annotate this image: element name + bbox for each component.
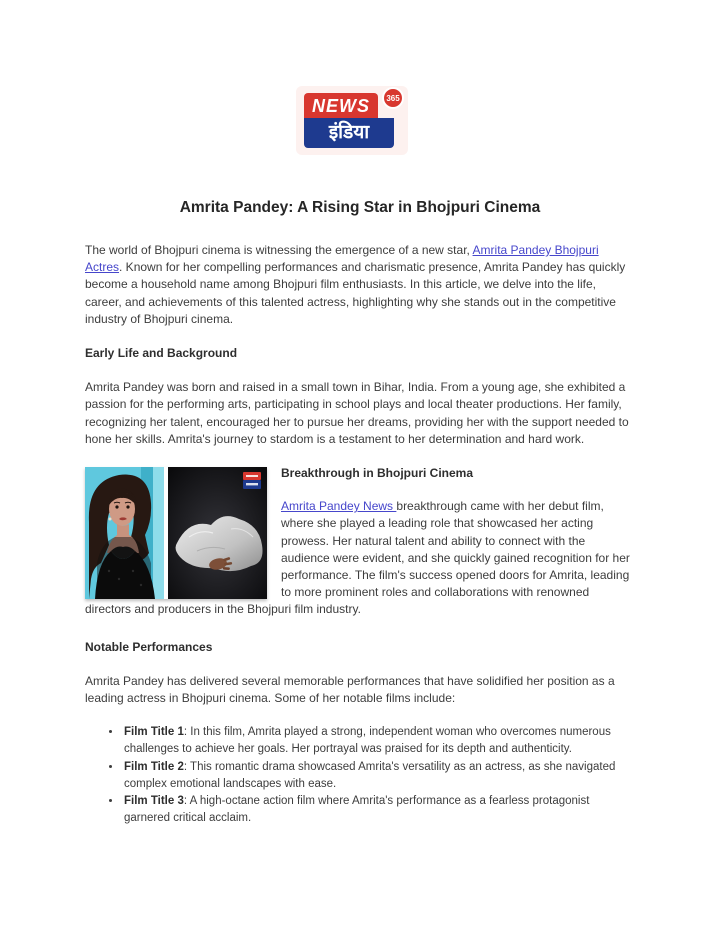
photo-composite-graphic <box>85 467 267 599</box>
logo-365-badge: 365 <box>382 87 404 109</box>
early-life-heading: Early Life and Background <box>85 346 238 361</box>
logo-news-text: NEWS <box>304 93 378 118</box>
film-list-item <box>122 724 635 758</box>
early-life-paragraph: Amrita Pandey was born and raised in a small town in Bihar, India. From a young age, she exhibited a passion for the performing arts, participating in school plays and local theater productions. Her family, recognizing her talent, encouraged her to pursue her dreams, providing her with the support needed to hone her skills. Amrita's journey to stardom is a testament to her determination and hard work. <box>85 380 629 446</box>
article-body <box>85 242 635 827</box>
film-list <box>85 724 635 827</box>
intro-text-after: . Known for her compelling performances and charismatic presence, Amrita Pandey has quickly become a household name among Bhojpuri film enthusiasts. In this article, we delve into the life, career, and achievements of this talented actress, highlighting why she stands out in the competitive industry of Bhojpuri cinema. <box>85 260 626 326</box>
breakthrough-heading: Breakthrough in Bhojpuri Cinema <box>281 466 474 481</box>
film-list-item <box>122 759 635 793</box>
photo-divider <box>164 467 168 599</box>
film-description: : This romantic drama showcased Amrita's versatility as an actress, as she navigated complex emotional landscapes with ease. <box>124 760 616 790</box>
breakthrough-text: breakthrough came with her debut film, where she played a leading role that showcased her acting prowess. Her natural talent and ability to connect with the audience were evident, and she quickly gained recognition for her performance. The film's success opened doors for Amrita, leading to more prominent roles and collaborations with renowned directors and producers in the Bhojpuri film industry. <box>85 499 630 617</box>
breakthrough-section <box>85 465 635 619</box>
logo-india-hindi-text: इंडिया <box>304 118 394 148</box>
intro-text-before: The world of Bhojpuri cinema is witnessing the emergence of a new star, <box>85 243 473 257</box>
amrita-pandey-photo-composite <box>85 467 267 599</box>
portrait-photo <box>85 467 164 599</box>
news365-india-logo <box>296 86 408 155</box>
film-title: Film Title 2 <box>124 760 184 773</box>
film-description: : In this film, Amrita played a strong, independent woman who overcomes numerous challenges to achieve her goals. Her portrayal was praised for its depth and authenticity. <box>124 726 611 756</box>
film-title: Film Title 3 <box>124 795 184 808</box>
film-list-item <box>122 793 635 827</box>
film-description: : A high-octane action film where Amrita's performance as a fearless protagonist garnered critical acclaim. <box>124 795 590 825</box>
film-title: Film Title 1 <box>124 726 184 739</box>
notable-performances-heading: Notable Performances <box>85 639 213 654</box>
amrita-pandey-news-link[interactable]: Amrita Pandey News <box>281 499 397 514</box>
intro-paragraph <box>85 242 635 328</box>
notable-performances-paragraph: Amrita Pandey has delivered several memorable performances that have solidified her position as a leading actress in Bhojpuri cinema. Some of her notable films include: <box>85 673 615 706</box>
amrita-pandey-bhojpuri-actres-link[interactable]: Amrita Pandey Bhojpuri Actres <box>85 243 599 275</box>
mini-news-logo <box>243 472 261 489</box>
article-title: Amrita Pandey: A Rising Star in Bhojpuri Cinema <box>179 199 541 216</box>
body-photo <box>168 467 267 599</box>
